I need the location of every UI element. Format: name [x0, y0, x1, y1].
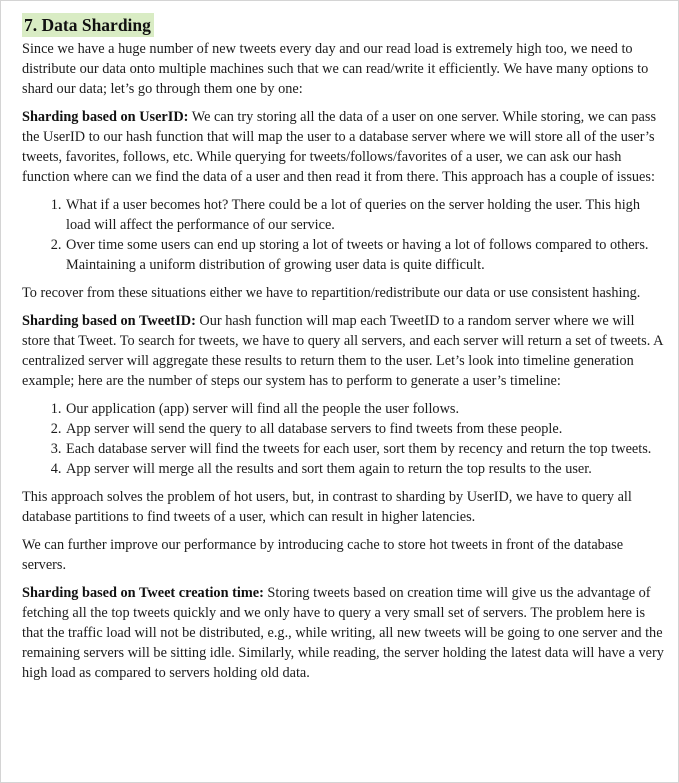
userid-text: We can try storing all the data of a user on one server. While storing, we can pass the UserID to our hash function that will map the user to a database server where we will store all of the user’s tweets, favorites, follows, etc. While querying for tweets/follows/favorites of a user, we can ask our hash function where can we find the data of a user and then read it from there. This approach has a couple of issues: — [22, 109, 657, 185]
timeline-steps-list — [22, 399, 664, 479]
conclusion-paragraph: This approach solves the problem of hot users, but, in contrast to sharding by UserID, we have to query all database partitions to find tweets of a user, which can result in higher latencies. — [22, 489, 632, 525]
creation-time-text: Storing tweets based on creation time will give us the advantage of fetching all the top tweets quickly and we only have to query a very small set of servers. The problem here is that the traffic load will not be distributed, e.g., while writing, all new tweets will be going to one server and the remaining servers will be sitting idle. Similarly, while reading, the server holding the latest data will have a very high load as compared to servers holding old data. — [22, 585, 664, 681]
list-item: 1. What if a user becomes hot? There could be a lot of queries on the server holding the user. This high load will affect the performance of our service. — [65, 195, 664, 235]
creation-time-paragraph — [22, 583, 664, 683]
list-item: 1. Our application (app) server will find all the people the user follows. — [65, 399, 664, 419]
userid-paragraph — [22, 107, 664, 187]
userid-label: Sharding based on UserID: — [22, 109, 189, 125]
userid-issues-list — [22, 195, 664, 275]
list-item: 2. App server will send the query to all database servers to find tweets from these people. — [65, 419, 664, 439]
list-item: 3. Each database server will find the tweets for each user, sort them by recency and return the top tweets. — [65, 439, 664, 459]
section-heading: 7. Data Sharding — [22, 13, 154, 37]
tweetid-label: Sharding based on TweetID: — [22, 313, 196, 329]
tweetid-text: Our hash function will map each TweetID to a random server where we will store that Tweet. To search for tweets, we have to query all servers, and each server will return a set of tweets. A centralized server will aggregate these results to return them to the user. Let’s look into timeline generation example; here are the number of steps our system has to perform to generate a user’s timeline: — [22, 313, 663, 389]
intro-paragraph: Since we have a huge number of new tweets every day and our read load is extremely high too, we need to distribute our data onto multiple machines such that we can read/write it efficiently. We have many options to shard our data; let’s go through them one by one: — [22, 41, 649, 97]
creation-time-label: Sharding based on Tweet creation time: — [22, 585, 264, 601]
tweetid-paragraph — [22, 311, 664, 391]
list-item: 2. Over time some users can end up storing a lot of tweets or having a lot of follows compared to others. Maintaining a uniform distribution of growing user data is quite difficult. — [65, 235, 664, 275]
recovery-paragraph: To recover from these situations either we have to repartition/redistribute our data or use consistent hashing. — [22, 285, 641, 301]
list-item: 4. App server will merge all the results and sort them again to return the top results to the user. — [65, 459, 664, 479]
cache-paragraph: We can further improve our performance by introducing cache to store hot tweets in front of the database servers. — [22, 537, 624, 573]
